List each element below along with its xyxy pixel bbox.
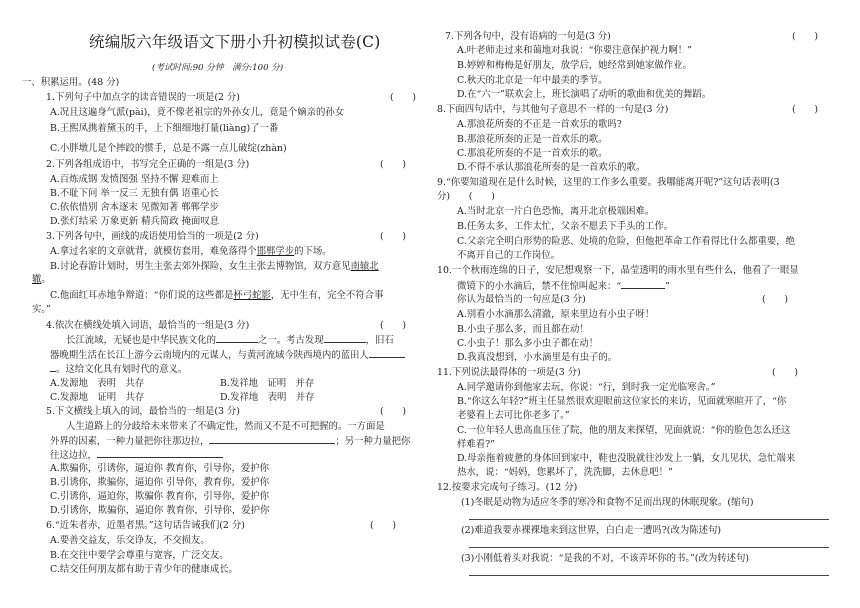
q9-option-c: C.父亲完全明白形势的险恶、处境的危险，但他把革命工作看得比什么都重要，绝 [457,236,795,247]
q11-option-d: D.母亲拖着疲惫的身体回到家中，鞋也没脱就往沙发上一躺，女儿见状，急忙端来 [457,453,796,464]
q5-option-a: A.欺骗你，引诱你，逼迫你 教育你，引导你，爱护你 [50,463,269,474]
q3-b-underlined-idiom: 南辕北 [350,261,379,272]
q4-passage-line3: 。这给文化具有划时代的意义。 [50,362,187,376]
q3-a-underlined-idiom: 邯郸学步 [256,246,295,257]
q8-answer-bracket[interactable]: ( ) [792,104,819,115]
q10-blank[interactable] [621,279,665,289]
q5-passage-line3: 往这边拉， [50,448,223,462]
q2-answer-bracket[interactable]: ( ) [380,159,407,170]
q7-stem: 7.下列各句中，没有语病的一句是(3 分) [445,31,611,42]
q10-option-a: A.别看小水滴那么清澈，原来里边有小虫子呀！ [457,309,655,320]
q10-answer-bracket[interactable]: ( ) [762,294,789,305]
q4-passage-line2: 器晚期生活在长江上游今云南境内的元谋人，与黄河流域今陕西境内的蓝田人 [50,348,405,362]
q11-option-b-cont: 老婆看上去可比你老多了。” [457,410,570,421]
q11-stem: 11.下列说法最得体的一项是(3 分) [437,367,581,378]
q11-option-c-cont: 样难看?” [457,439,495,450]
q10-stem: 10.一个秋雨连绵的日子，安尼想观察一下，晶莹透明的雨水里有些什么，他看了一眼显 [437,265,799,276]
q3-option-b: B.讨论春游计划时，男生主张去郊外探险，女生主张去博物馆，双方意见南辕北 [50,261,379,272]
q3-option-b-cont: 辙。 [32,274,51,285]
q4-option-b: B.发祥地 证明 并存 [220,378,315,389]
q2-option-c: C.依依惜别 舍本逐末 见微知著 郸郸学步 [50,202,219,213]
q6-option-b: B.在交往中要学会尊重与宽容，广泛交友。 [50,550,229,561]
q4-blank-2[interactable] [324,333,366,343]
q8-option-a: A.那浪花所奏的不正是一首欢乐的歌吗? [457,119,622,130]
q9-stem-cont: 分) ( ) [437,191,495,202]
q5-blank-1[interactable] [209,434,335,444]
q10-stem-line2: 微镜下的小水滴后，禁不住惊叫起来：“ ” [457,281,670,292]
section-heading: 一、积累运用。(48 分) [22,77,120,88]
q8-option-b: B.那浪花所奏的正是一首欢乐的歌。 [457,134,608,145]
q8-option-d: D.不得不承认那浪花所奏的是一首欢乐的歌。 [457,162,646,173]
q12-sentence-3: (3)小刚低着头对我说：“是我的不对，不该弄坏你的书。”(改为转述句) [461,553,749,564]
q2-option-b: B.不耻下问 举一反三 无独有偶 语重心长 [50,188,219,199]
q10-option-d: D.我真没想到，小水滴里是有虫子的。 [457,352,618,363]
q11-option-a: A.同学邀请你到他家去玩，你说：“行，到时我一定光临寒舍。” [457,382,716,393]
q1-stem: 1.下列句子中加点字的读音错误的一项是(2 分) [46,92,240,103]
q5-stem: 5.下文横线上填入的词，最恰当的一组是(3 分) [46,406,240,417]
q9-option-c-cont: 不离开自己的工作岗位。 [457,250,561,261]
q6-option-a: A.要善交益友，乐交诤友，不交损友。 [50,535,210,546]
q8-option-c: C.那浪花所奏的不是一首欢乐的歌。 [457,148,608,159]
q7-answer-bracket[interactable]: ( ) [792,31,819,42]
q5-option-c: C.引诱你，逼迫你，欺骗你 教育你，引导你，爱护你 [50,491,270,502]
q4-blank-1[interactable] [216,333,258,343]
q2-option-a: A.百炼成钢 发愤图强 坚持不懈 迎难而上 [50,174,219,185]
q10-stem-line3: 你认为最恰当的一句应是(3 分) [457,294,586,305]
q5-option-b: B.引诱你，欺骗你，逼迫你 引导你，教育你，爱护你 [50,477,270,488]
q12-answer-line-3[interactable] [469,575,829,576]
q4-blank-3[interactable] [369,348,405,358]
q1-option-a: A.况且这遍身气派(pài)，竟不像老祖宗的外孙女儿，竟是个嫡亲的孙女 [50,107,345,118]
q4-answer-bracket[interactable]: ( ) [380,320,407,331]
q7-option-d: D.在“六一”联欢会上，班长演唱了动听的歌曲和优美的舞蹈。 [457,89,712,100]
q7-option-c: C.秋天的北京是一年中最美的季节。 [457,75,608,86]
q12-answer-line-1[interactable] [469,519,829,520]
q1-option-c: C.小胖墩儿是个摔跤的惯手，总是不露一点儿破绽(zhàn) [50,143,287,154]
q6-answer-bracket[interactable]: ( ) [370,520,397,531]
q1-option-b: B.王熙凤携着黛玉的手，上下细细地打量(liàng)了一番 [50,123,279,134]
q2-option-d: D.张灯结采 万象更新 精兵简政 掩面叹息 [50,216,220,227]
exam-title: 统编版六年级语文下册小升初模拟试卷(C) [89,33,381,51]
q1-answer-bracket[interactable]: ( ) [390,92,417,103]
q11-option-c: C.一位年轻人患高血压住了院，他的朋友来探望，见面就说：“你的脸色怎么还这 [457,425,791,436]
q4-option-c: C.发源地 证明 共存 [50,392,145,403]
q3-option-c: C.他面红耳赤地争辩道：“你们说的这些都是杯弓蛇影，无中生有，完全不符合事 [50,290,384,301]
q4-option-d: D.发祥地 表明 并存 [220,392,315,403]
q12-answer-line-2[interactable] [469,547,829,548]
q11-option-d-cont: 热水，说：“妈妈，您累坏了，洗洗脚，去休息吧！” [457,467,673,478]
q5-passage-line1: 人生道路上的分歧给未来带来了不确定性，然而又不是不可把握的。一方面是 [66,421,385,432]
q10-option-c: C.小虫子！那么多小虫子都在动！ [457,338,599,349]
q5-answer-bracket[interactable]: ( ) [380,406,407,417]
q8-stem: 8.下面四句话中，与其他句子意思不一样的一句是(3 分) [437,104,669,115]
q9-stem: 9.“你要知道现在是什么时候，这里的工作多么重要。我哪能离开呢?”这句话表明(3 [437,177,780,188]
q11-option-b: B.“你这么年轻?”班主任显然很欢迎眼前这位家长的来访，见面就寒暄开了，“你 [457,396,787,407]
q2-stem: 2.下列各组成语中，书写完全正确的一组是(3 分) [46,159,250,170]
q11-answer-bracket[interactable]: ( ) [772,367,799,378]
q3-c-underlined-idiom: 杯弓蛇影 [233,290,271,301]
q10-option-b: B.小虫子那么多，而且都在动！ [457,324,589,335]
q6-stem: 6.“近朱者赤，近墨者黑。”这句话告诫我们(2 分) [46,520,245,531]
q3-option-c-cont: 实。” [32,304,51,315]
q12-sentence-2: (2)难道我要赤裸裸地来到这世界，白白走一遭吗?(改为陈述句) [461,525,721,536]
q4-stem: 4.依次在横线处填入词语，最恰当的一组是(3 分) [46,320,250,331]
q7-option-b: B.婷婷和梅梅是好朋友，放学后，她经常到她家做作业。 [457,60,692,71]
q3-option-a: A.拿过名家的文章就背，就模仿套用，难免落得个邯郸学步的下场。 [50,246,332,257]
q3-stem: 3.下列各句中，画线的成语使用恰当的一项是(2 分) [46,231,259,242]
q9-option-b: B.任务太多，工作太忙，父亲不愿丢下手头的工作。 [457,221,674,232]
q6-option-c: C.结交任何朋友都有助于青少年的健康成长。 [50,564,238,575]
q9-option-a: A.当时北京一片白色恐怖，离开北京极端困难。 [457,206,655,217]
q12-stem: 12.按要求完成句子练习。(12 分) [437,482,578,493]
q4-option-a: A.发源地 表明 共存 [50,378,145,389]
q3-answer-bracket[interactable]: ( ) [380,231,407,242]
q7-option-a: A.叶老师走过来和蔼地对我说：“你要注意保护视力啊！” [457,45,692,56]
q5-passage-line2: 外界的因素，一种力量把你往那边拉， ；另一种力量把你 [50,436,411,447]
q5-blank-2[interactable] [97,448,223,458]
q12-sentence-1: (1)冬眠是动物为适应冬季的寒冷和食物不足而出现的休眠现象。(缩句) [461,497,754,508]
q4-passage-line1: 长江流域，无疑也是中华民族文化的 之一。考古发现 ，旧石 [66,335,394,346]
exam-subtitle: (考试时间:90 分钟 满分:100 分) [152,63,284,73]
q5-option-d: D.引诱你，欺骗你，逼迫你 教育你，引导你，爱护你 [50,505,270,516]
